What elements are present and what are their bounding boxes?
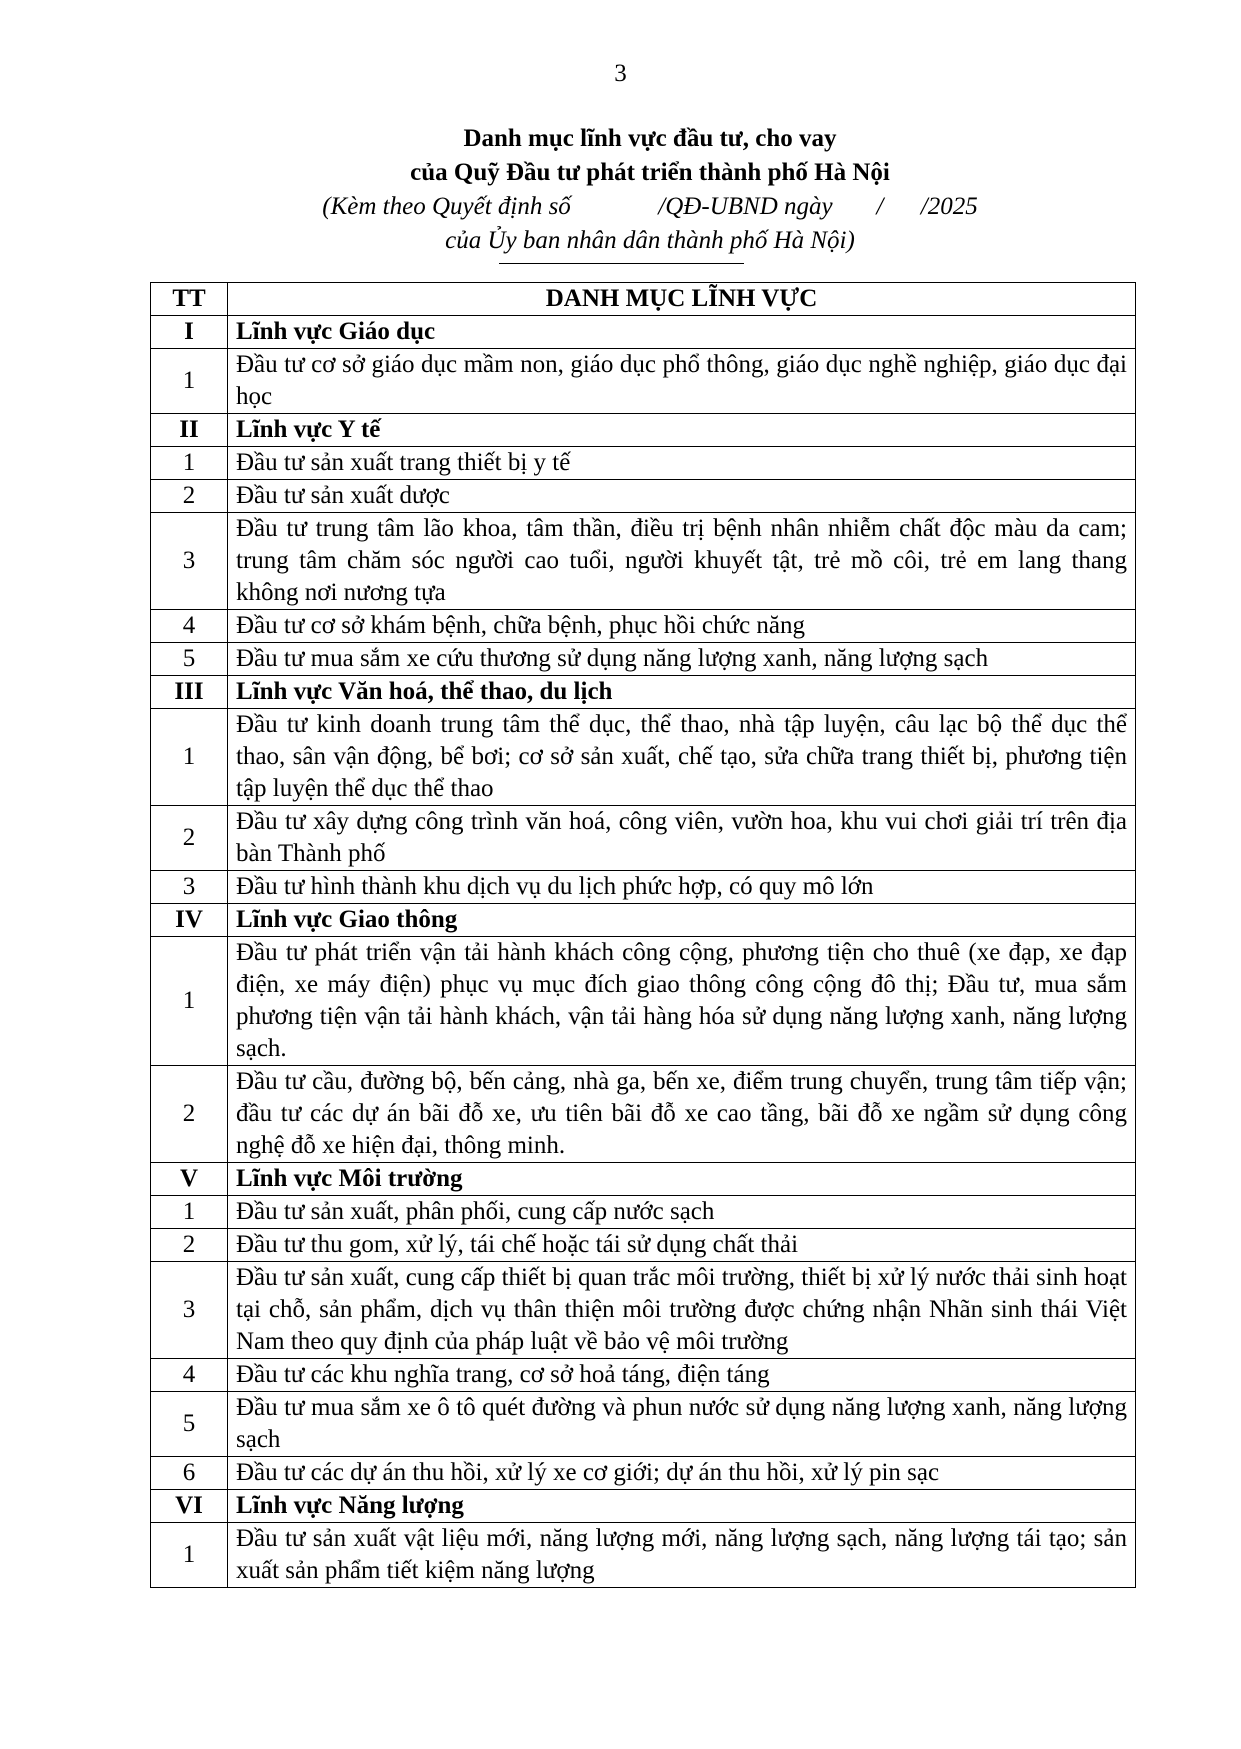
section-title: Lĩnh vực Môi trường	[228, 1163, 1136, 1196]
table-row	[151, 1359, 1136, 1392]
document-title-line-2: của Quỹ Đầu tư phát triển thành phố Hà Nội	[410, 159, 890, 186]
table-row	[151, 1523, 1136, 1588]
section-title: Lĩnh vực Giao thông	[228, 904, 1136, 937]
section-number: I	[151, 316, 228, 349]
item-number: 1	[151, 1196, 228, 1229]
item-number: 4	[151, 610, 228, 643]
document-subtitle-line-2: của Ủy ban nhân dân thành phố Hà Nội)	[445, 227, 855, 254]
document-title-line-1: Danh mục lĩnh vực đầu tư, cho vay	[463, 125, 837, 152]
item-description: Đầu tư phát triển vận tải hành khách công cộng, phương tiện cho thuê (xe đạp, xe đạp điện, xe máy điện) phục vụ mục đích giao thông công cộng đô thị; Đầu tư, mua sắm phương tiện vận tải hành khách, vận tải hàng hóa sử dụng năng lượng xanh, năng lượng sạch.	[228, 937, 1136, 1066]
table-row	[151, 1066, 1136, 1163]
item-description: Đầu tư mua sắm xe ô tô quét đường và phun nước sử dụng năng lượng xanh, năng lượng sạch	[228, 1392, 1136, 1457]
section-row	[151, 316, 1136, 349]
section-title: Lĩnh vực Năng lượng	[228, 1490, 1136, 1523]
item-number: 1	[151, 1523, 228, 1588]
table-row	[151, 610, 1136, 643]
item-description: Đầu tư kinh doanh trung tâm thể dục, thể thao, nhà tập luyện, câu lạc bộ thể dục thể thao, sân vận động, bể bơi; cơ sở sản xuất, chế tạo, sửa chữa trang thiết bị, phương tiện tập luyện thể dục thể thao	[228, 709, 1136, 806]
item-number: 5	[151, 643, 228, 676]
item-number: 1	[151, 349, 228, 414]
section-number: III	[151, 676, 228, 709]
item-number: 2	[151, 480, 228, 513]
section-number: V	[151, 1163, 228, 1196]
item-number: 2	[151, 1066, 228, 1163]
item-number: 2	[151, 1229, 228, 1262]
item-number: 3	[151, 871, 228, 904]
item-description: Đầu tư hình thành khu dịch vụ du lịch phức hợp, có quy mô lớn	[228, 871, 1136, 904]
section-number: VI	[151, 1490, 228, 1523]
item-description: Đầu tư thu gom, xử lý, tái chế hoặc tái sử dụng chất thải	[228, 1229, 1136, 1262]
section-number: II	[151, 414, 228, 447]
item-description: Đầu tư xây dựng công trình văn hoá, công viên, vườn hoa, khu vui chơi giải trí trên địa bàn Thành phố	[228, 806, 1136, 871]
table-row	[151, 643, 1136, 676]
section-title: Lĩnh vực Văn hoá, thể thao, du lịch	[228, 676, 1136, 709]
header-tt: TT	[151, 283, 228, 316]
item-description: Đầu tư sản xuất dược	[228, 480, 1136, 513]
item-number: 4	[151, 1359, 228, 1392]
item-description: Đầu tư cơ sở giáo dục mầm non, giáo dục phổ thông, giáo dục nghề nghiệp, giáo dục đại học	[228, 349, 1136, 414]
table-row	[151, 806, 1136, 871]
item-description: Đầu tư trung tâm lão khoa, tâm thần, điều trị bệnh nhân nhiễm chất độc màu da cam; trung tâm chăm sóc người cao tuổi, người khuyết tật, trẻ mồ côi, trẻ em lang thang không nơi nương tựa	[228, 513, 1136, 610]
table-row	[151, 1229, 1136, 1262]
item-number: 1	[151, 447, 228, 480]
table-row	[151, 709, 1136, 806]
section-row	[151, 1163, 1136, 1196]
investment-category-table	[150, 282, 1136, 1588]
section-number: IV	[151, 904, 228, 937]
document-subtitle-line-1: (Kèm theo Quyết định số /QĐ-UBND ngày / /2025	[322, 193, 978, 220]
item-number: 3	[151, 513, 228, 610]
section-row	[151, 904, 1136, 937]
section-title: Lĩnh vực Y tế	[228, 414, 1136, 447]
section-title: Lĩnh vực Giáo dục	[228, 316, 1136, 349]
item-description: Đầu tư sản xuất, phân phối, cung cấp nước sạch	[228, 1196, 1136, 1229]
item-number: 1	[151, 937, 228, 1066]
table-row	[151, 349, 1136, 414]
table-body	[151, 316, 1136, 1588]
item-number: 1	[151, 709, 228, 806]
section-row	[151, 676, 1136, 709]
table-row	[151, 447, 1136, 480]
table-header-row	[151, 283, 1136, 316]
section-row	[151, 1490, 1136, 1523]
item-description: Đầu tư các khu nghĩa trang, cơ sở hoả táng, điện táng	[228, 1359, 1136, 1392]
item-description: Đầu tư sản xuất trang thiết bị y tế	[228, 447, 1136, 480]
item-number: 3	[151, 1262, 228, 1359]
table-row	[151, 1457, 1136, 1490]
document-heading	[150, 122, 1150, 258]
heading-divider	[499, 263, 744, 264]
item-description: Đầu tư cơ sở khám bệnh, chữa bệnh, phục hồi chức năng	[228, 610, 1136, 643]
table-row	[151, 1392, 1136, 1457]
table-row	[151, 1196, 1136, 1229]
table-row	[151, 513, 1136, 610]
item-description: Đầu tư các dự án thu hồi, xử lý xe cơ giới; dự án thu hồi, xử lý pin sạc	[228, 1457, 1136, 1490]
item-description: Đầu tư mua sắm xe cứu thương sử dụng năng lượng xanh, năng lượng sạch	[228, 643, 1136, 676]
table-row	[151, 1262, 1136, 1359]
item-number: 6	[151, 1457, 228, 1490]
item-number: 5	[151, 1392, 228, 1457]
table-row	[151, 871, 1136, 904]
page-number: 3	[614, 60, 627, 87]
header-category: DANH MỤC LĨNH VỰC	[228, 283, 1136, 316]
item-description: Đầu tư cầu, đường bộ, bến cảng, nhà ga, bến xe, điểm trung chuyển, trung tâm tiếp vận; đầu tư các dự án bãi đỗ xe, ưu tiên bãi đỗ xe cao tầng, bãi đỗ xe ngầm sử dụng công nghệ đỗ xe hiện đại, thông minh.	[228, 1066, 1136, 1163]
table-row	[151, 480, 1136, 513]
item-number: 2	[151, 806, 228, 871]
item-description: Đầu tư sản xuất vật liệu mới, năng lượng mới, năng lượng sạch, năng lượng tái tạo; sản xuất sản phẩm tiết kiệm năng lượng	[228, 1523, 1136, 1588]
table-row	[151, 937, 1136, 1066]
section-row	[151, 414, 1136, 447]
item-description: Đầu tư sản xuất, cung cấp thiết bị quan trắc môi trường, thiết bị xử lý nước thải sinh hoạt tại chỗ, sản phẩm, dịch vụ thân thiện môi trường được chứng nhận Nhãn sinh thái Việt Nam theo quy định của pháp luật về bảo vệ môi trường	[228, 1262, 1136, 1359]
